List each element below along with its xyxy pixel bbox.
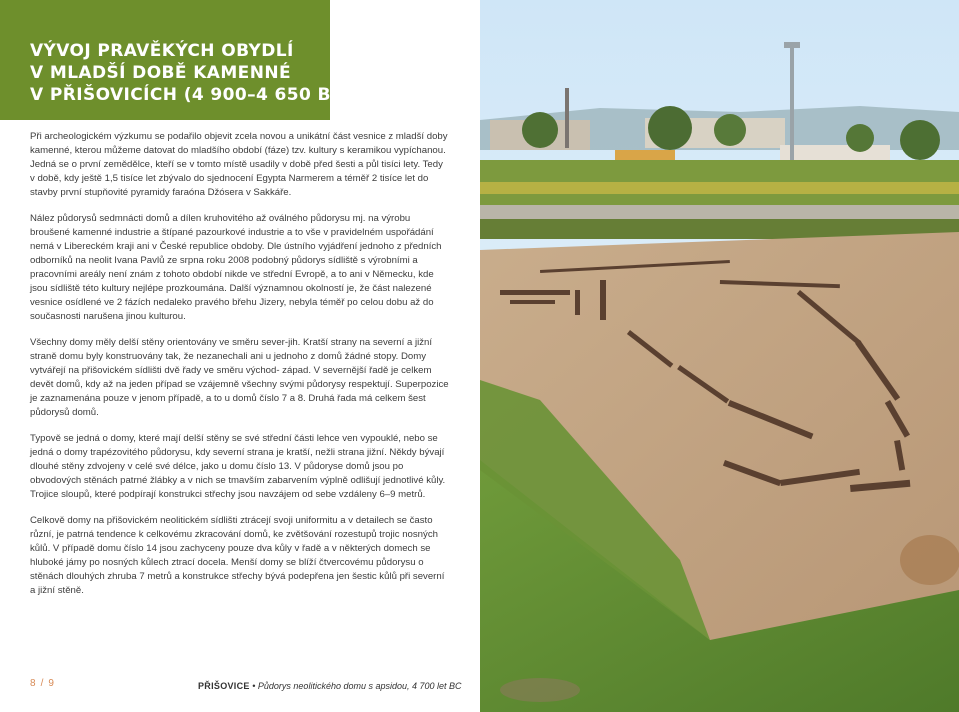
paragraph-4: Typově se jedná o domy, které mají delší stěny se své střední části lehce ven vypouklé, nebo se jedná o domy trapézovitého půdorysu, kdy severní strana je kratší, nežli strana jižní. Někdy bývají dlouhé stěny zdvojeny v celé své délce, jako u domu číslo 13. V půdoryse domů jsou po obvodových stěnách patrné žlábky a v nich se tmavším zabarvením výplně odlišují jednotlivé kůly. Trojice sloupů, které podpírají konstrukci střechy jsou navzájem od sebe vzdáleny 6–9 metrů. [30, 433, 446, 500]
page-number-right: 9 [48, 678, 54, 689]
page-number-left: 8 [30, 678, 36, 689]
title-line-3: V PŘIŠOVICÍCH (4 900–4 650 BC) [30, 85, 352, 105]
paragraph-5: Celkově domy na přišovickém neolitickém sídlišti ztrácejí svoji uniformitu a v detailech se často různí, je patrná tendence k celkovému zkracování domů, ke zvětšování rozestupů trojic nosných kůlů. V případě domu číslo 14 jsou zachyceny pouze dva kůly v řadě a v některých domech se hluboké jámy po nosných kůlech ztrací docela. Menší domy se blíží čtvercovému půdorysu o stěnách dlouhých zhruba 7 metrů a konstrukce střechy bývá podepřena jen šestic kůlů při severní a jižní stěně. [30, 515, 445, 596]
title-line-2: V MLADŠÍ DOBĚ KAMENNÉ [30, 63, 291, 83]
page-separator: / [40, 678, 44, 689]
caption-text: Půdorys neolitického domu s apsidou, 4 700 let BC [257, 681, 462, 691]
paragraph-3: Všechny domy měly delší stěny orientovány ve směru sever-jih. Kratší strany na severní a jižní straně domu byly konstruovány tak, že nezanechali ani u jednoho z domů žádné stopy. Domy vytvářejí na přišovickém sídlišti dvě řady ve směru východ- západ. V severnější řadě je celkem devět domů, kdy až na jeden případ se vzájemně všechny svými půdorysy respektují. Superpozice je zaznamenána pouze v jenom případě, a to u domů číslo 7 a 8. Druhá řada má celkem šest půdorysů domů. [30, 337, 449, 418]
title-line-1: VÝVOJ PRAVĚKÝCH OBYDLÍ [30, 41, 294, 61]
photo-caption [198, 681, 462, 691]
excavation-photo-illustration [480, 0, 959, 712]
page-title [30, 40, 352, 106]
excavation-photo [480, 0, 959, 712]
page-numbers [30, 678, 54, 689]
paragraph-1: Při archeologickém výzkumu se podařilo objevit zcela novou a unikátní část vesnice z mladší doby kamenné, kterou můžeme datovat do mladšího období (fáze) tzv. kultury s keramikou vypíchanou. Jedná se o první zemědělce, kteří se v tomto místě usadily v době před šesti a půl tisíci lety. Tedy v době, kdy ještě 1,5 tisíce let zbývalo do sjednocení Egypta Narmerem a téměř 2 tisíce let do stavby první stupňovité pyramidy faraóna Džósera v Sakkáře. [30, 131, 448, 198]
caption-place: PŘIŠOVICE [198, 681, 250, 691]
body-text [30, 130, 450, 610]
title-banner [0, 0, 352, 120]
caption-bullet: • [252, 681, 256, 691]
paragraph-2: Nález půdorysů sedmnácti domů a dílen kruhovitého až oválného půdorysu mj. na výrobu broušené kamenné industrie a štípané pazourkové industrie a to vše v pravidelném uspořádání nemá v Libereckém kraji ani v České republice obdoby. Dle ústního vyjádření jednoho z předních odborníků na neolit Ivana Pavlů ze srpna roku 2008 podobný půdorys sídliště s výrobními a pracovními areály není znám z tohoto období nikde ve střední Evropě, a to ani v Německu, kde jsou sídliště této kultury nejlépe prozkoumána. Další významnou okolností je, že část nalezené vesnice osídlené ve 2 fázích nedaleko pravého břehu Jizery, nebyla téměř po celou dobu až do současnosti narušena jinou kulturou. [30, 213, 442, 322]
